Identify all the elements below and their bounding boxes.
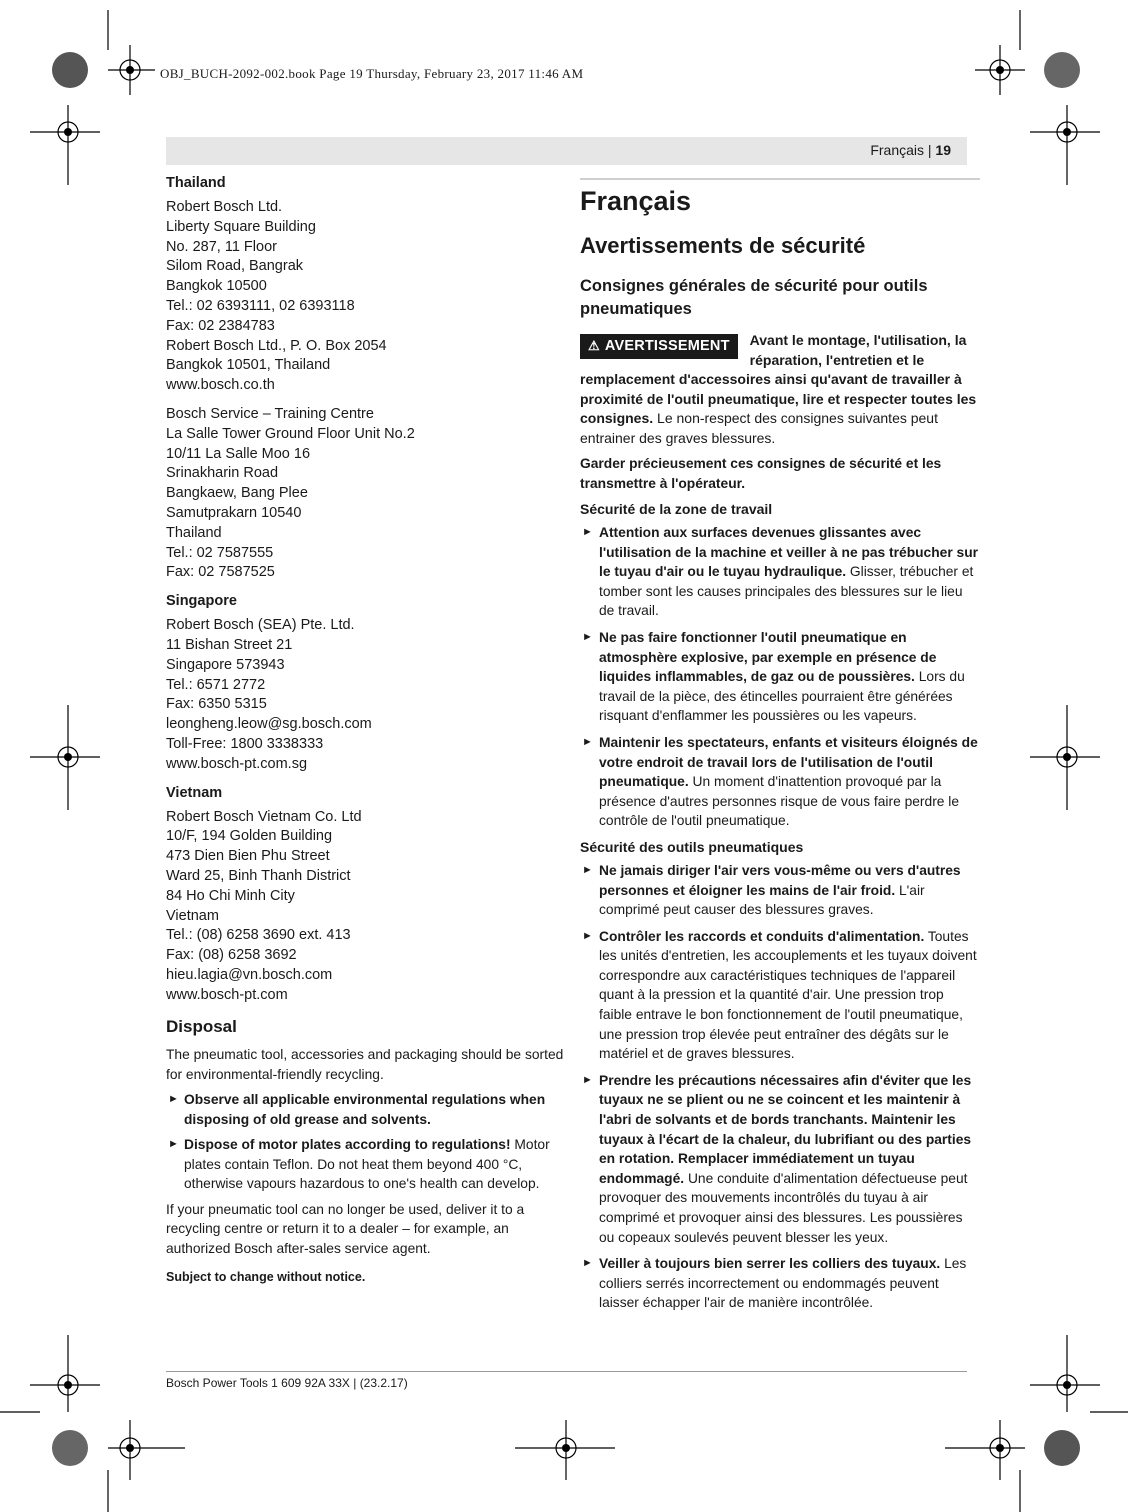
keep-instructions: Garder précieusement ces consignes de sécurité et les transmettre à l'opérateur. <box>580 456 942 491</box>
left-column <box>166 174 566 1284</box>
safety-bullet: ► Prendre les précautions nécessaires afin d'éviter que les tuyaux ne se plient ou ne se coincent et les maintenir à l'abri de solvants et de bords tranchants. Maintenir les tuyaux à l'écart de la chaleur, du lubrifiant ou des parties en rotation. Remplacer immédiatement un tuyau endommagé. Une conduite d'alimentation défectueuse peut provoquer des mouvements incontrôlés du tuyau à air comprimé et provoquer ainsi des blessures. Les poussières ou copeaux soulevés peuvent blesser les yeux. <box>582 1072 972 1245</box>
address-line: Fax: 02 2384783 <box>166 317 275 334</box>
bullet-arrow-icon: ► <box>168 1138 179 1151</box>
change-notice: Subject to change without notice. <box>166 1270 366 1285</box>
address-line: Vietnam <box>166 907 219 924</box>
address-line: Tel.: 02 6393111, 02 6393118 <box>166 297 355 314</box>
section-divider <box>580 178 980 180</box>
address-line: 84 Ho Chi Minh City <box>166 887 295 904</box>
address-line: 11 Bishan Street 21 <box>166 636 293 653</box>
safety-bullet: ► Ne pas faire fonctionner l'outil pneumatique en atmosphère explosive, par exemple en présence de liquides inflammables, de gaz ou de poussières. Lors du travail de la pièce, des étincelles pourraient être générées risquant d'enflammer les poussières ou les vapeurs. <box>582 629 965 724</box>
disposal-bullet: ► Dispose of motor plates according to regulations! Motor plates contain Teflon. Do not heat them beyond 400 °C, otherwise vapours hazardous to one's health can develop. <box>168 1137 550 1192</box>
address-line: Samutprakarn 10540 <box>166 504 302 521</box>
vietnam-heading: Vietnam <box>166 784 223 801</box>
address-line: Ward 25, Binh Thanh District <box>166 867 351 884</box>
subsection-heading: Consignes générales de sécurité pour outils pneumatiques <box>580 277 928 318</box>
singapore-address <box>166 616 566 774</box>
bullet-arrow-icon: ► <box>582 929 593 942</box>
disposal-heading: Disposal <box>166 1017 237 1037</box>
safety-bullet: ► Maintenir les spectateurs, enfants et visiteurs éloignés de votre endroit de travail lors de l'utilisation de l'outil pneumatique. Un moment d'inattention provoqué par la présence d'autres personnes risque de vous faire perdre le contrôle de l'outil pneumatique. <box>582 734 978 829</box>
bullet-arrow-icon: ► <box>582 1073 593 1086</box>
thailand-address-1 <box>166 198 566 396</box>
website-link[interactable]: www.bosch-pt.com.sg <box>166 755 308 772</box>
address-line: Tel.: (08) 6258 3690 ext. 413 <box>166 927 351 944</box>
address-line: La Salle Tower Ground Floor Unit No.2 <box>166 425 415 442</box>
workarea-heading: Sécurité de la zone de travail <box>580 501 773 517</box>
address-line: Srinakharin Road <box>166 465 279 482</box>
address-line: Bosch Service – Training Centre <box>166 405 374 422</box>
thailand-address-2 <box>166 405 566 583</box>
header-language: Français <box>870 142 924 158</box>
section-heading: Avertissements de sécurité <box>580 233 866 258</box>
address-line: Bangkaew, Bang Plee <box>166 485 308 502</box>
address-line: Thailand <box>166 524 222 541</box>
thailand-heading: Thailand <box>166 175 226 191</box>
address-line: 473 Dien Bien Phu Street <box>166 848 330 865</box>
right-column <box>580 178 980 1320</box>
disposal-bullet: ► Observe all applicable environmental regulations when disposing of old grease and solvents. <box>168 1092 546 1127</box>
footer-divider <box>166 1371 967 1372</box>
header-text <box>870 142 951 158</box>
safety-bullet: ► Veiller à toujours bien serrer les colliers des tuyaux. Les colliers serrés incorrectement ou endommagés peuvent laisser échapper l'air de manière incontrôlée. <box>582 1256 967 1311</box>
warning-triangle-icon: ⚠ <box>588 338 600 353</box>
email-link[interactable]: hieu.lagia@vn.bosch.com <box>166 966 333 983</box>
address-line: 10/F, 194 Golden Building <box>166 828 333 845</box>
address-line: Singapore 573943 <box>166 656 285 673</box>
address-line: Bangkok 10500 <box>166 278 267 295</box>
warning-block: ⚠ AVERTISSEMENT Avant le montage, l'utilisation, la réparation, l'entretien et le remplacement d'accessoires ainsi qu'avant de travailler à proximité de l'outil pneumatique, lire et respecter toutes les consignes. Le non-respect des consignes suivantes peut entrainer des graves blessures. <box>580 332 977 446</box>
address-line: Robert Bosch Ltd., P. O. Box 2054 <box>166 337 387 354</box>
running-header <box>166 137 967 165</box>
singapore-heading: Singapore <box>166 593 237 610</box>
website-link[interactable]: www.bosch-pt.com <box>166 986 288 1003</box>
address-line: Fax: 6350 5315 <box>166 696 267 713</box>
website-link[interactable]: www.bosch.co.th <box>166 377 275 394</box>
pneumatic-heading: Sécurité des outils pneumatiques <box>580 838 804 855</box>
safety-bullet: ► Ne jamais diriger l'air vers vous-même ou vers d'autres personnes et éloigner les mains de l'air froid. L'air comprimé peut causer des blessures graves. <box>582 862 961 918</box>
bullet-arrow-icon: ► <box>168 1093 179 1106</box>
address-line: 10/11 La Salle Moo 16 <box>166 445 311 462</box>
bullet-arrow-icon: ► <box>582 630 593 643</box>
address-line: Tel.: 6571 2772 <box>166 676 266 693</box>
address-line: Bangkok 10501, Thailand <box>166 357 331 374</box>
email-link[interactable]: leongheng.leow@sg.bosch.com <box>166 716 372 733</box>
address-line: No. 287, 11 Floor <box>166 238 277 255</box>
address-line: Robert Bosch (SEA) Pte. Ltd. <box>166 617 355 634</box>
page-number: 19 <box>935 142 951 158</box>
bullet-arrow-icon: ► <box>582 735 593 748</box>
warning-label: ⚠ AVERTISSEMENT <box>580 334 738 359</box>
bullet-arrow-icon: ► <box>582 1257 593 1270</box>
address-line: Fax: 02 7587525 <box>166 564 275 581</box>
bullet-arrow-icon: ► <box>582 863 593 876</box>
safety-bullet: ► Contrôler les raccords et conduits d'alimentation. Toutes les unités d'entretien, les accouplements et les tuyaux doivent correspondre aux caractéristiques techniques de l'appareil quant à la pression et la quantité d'air. Une pression trop faible entrave le bon fonctionnement de l'outil pneumatique, une pression trop élevée peut entraîner des dégâts sur le matériel et de graves blessures. <box>582 928 977 1062</box>
bullet-arrow-icon: ► <box>582 526 593 538</box>
safety-bullet: ► Attention aux surfaces devenues glissantes avec l'utilisation de la machine et veiller à ne pas trébucher sur le tuyau d'air ou le tuyau hydraulique. Glisser, trébucher et tomber sont les causes principales des blessures sur le lieu de travail. <box>582 525 978 619</box>
disposal-intro: The pneumatic tool, accessories and packaging should be sorted for environmental-friendly recycling. <box>166 1047 564 1082</box>
page-footer: Bosch Power Tools 1 609 92A 33X | (23.2.17) <box>166 1376 408 1390</box>
print-slug: OBJ_BUCH-2092-002.book Page 19 Thursday, February 23, 2017 11:46 AM <box>160 66 584 81</box>
vietnam-address <box>166 808 566 1006</box>
address-line: Fax: (08) 6258 3692 <box>166 947 297 964</box>
address-line: Robert Bosch Ltd. <box>166 199 283 215</box>
address-line: Silom Road, Bangrak <box>166 258 304 275</box>
address-line: Toll-Free: 1800 3338333 <box>166 735 324 752</box>
address-line: Liberty Square Building <box>166 218 316 235</box>
disposal-outro: If your pneumatic tool can no longer be used, deliver it to a recycling centre or return it to a dealer – for example, an authorized Bosch after-sales service agent. <box>166 1201 525 1256</box>
address-line: Robert Bosch Vietnam Co. Ltd <box>166 808 362 825</box>
header-separator: | <box>927 142 932 158</box>
address-line: Tel.: 02 7587555 <box>166 544 274 561</box>
language-title: Français <box>580 186 692 216</box>
